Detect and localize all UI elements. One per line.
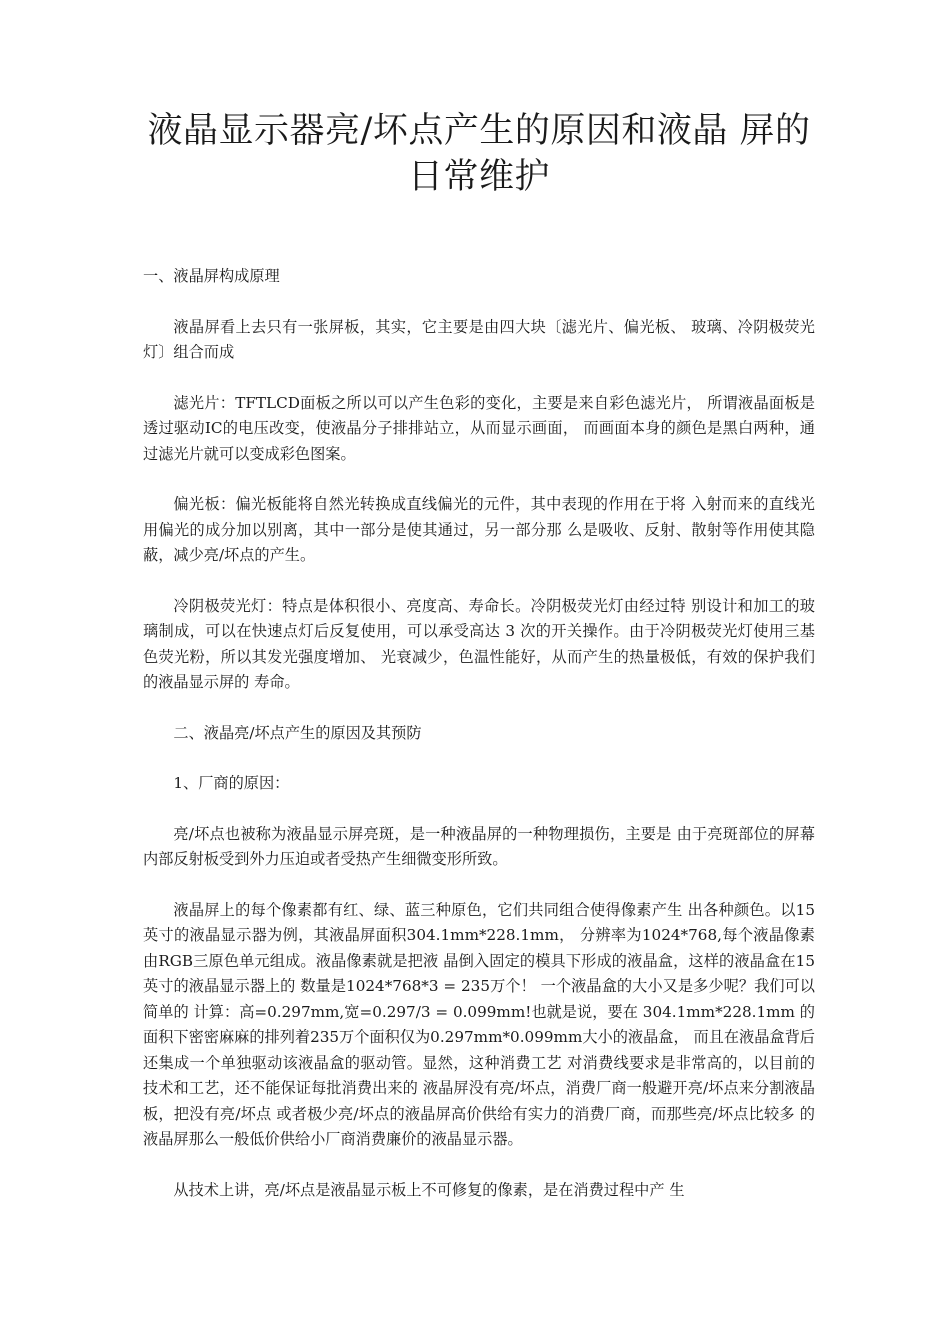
- section-heading-1: 一、液晶屏构成原理: [143, 267, 280, 285]
- document-title: 液晶显示器亮/坏点产生的原因和液晶 屏的日常维护: [147, 111, 811, 197]
- paragraph-filter: 滤光片：TFTLCD面板之所以可以产生色彩的变化，主要是来自彩色滤光片， 所谓液晶面板是透过驱动IC的电压改变，使液晶分子排排站立，从而显示画面， 而画面本身的颜色是黑白两种，通过滤光片就可以变成彩色图案。: [143, 393, 815, 463]
- document-page: [143, 108, 815, 1228]
- paragraph-pixel-explanation: 液晶屏上的每个像素都有红、绿、蓝三种原色，它们共同组合使得像素产生 出各种颜色。以15英寸的液晶显示器为例，其液晶屏面积304.1mm*228.1mm， 分辨率为1024*768,每个液晶像素由RGB三原色单元组成。液晶像素就是把液 晶倒入固定的模具下形成的液晶盒，这样的液晶盒在15英寸的液晶显示器上的 数量是1024*768*3 = 235万个！ 一个液晶盒的大小又是多少呢？我们可以简单的 计算：高=0.297mm,宽=0.297/3 = 0.099mm!也就是说，要在 304.1mm*228.1mm 的面积下密密麻麻的排列着235万个面积仅为0.297mm*0.099mm大小的液晶盒， 而且在液晶盒背后还集成一个单独驱动该液晶盒的驱动管。显然，这种消费工艺 对消费线要求是非常高的，以目前的技术和工艺，还不能保证每批消费出来的 液晶屏没有亮/坏点，消费厂商一般避开亮/坏点来分割液晶板，把没有亮/坏点 或者极少亮/坏点的液晶屏高价供给有实力的消费厂商，而那些亮/坏点比较多 的液晶屏那么一般低价供给小厂商消费廉价的液晶显示器。: [143, 900, 815, 1148]
- paragraph-technical: 从技术上讲，亮/坏点是液晶显示板上不可修复的像素，是在消费过程中产 生: [173, 1180, 685, 1199]
- subsection-heading-1: 1、厂商的原因：: [173, 774, 290, 792]
- paragraph-ccfl: 冷阴极荧光灯：特点是体积很小、亮度高、寿命长。冷阴极荧光灯由经过特 别设计和加工的玻璃制成，可以在快速点灯后反复使用，可以承受高达 3 次的开关操作。由于冷阴极荧光灯使用三基色荧光粉，所以其发光强度增加、 光衰减少，色温性能好，从而产生的热量极低，有效的保护我们的液晶显示屏的 寿命。: [143, 596, 815, 691]
- paragraph-polarizer: 偏光板：偏光板能将自然光转换成直线偏光的元件，其中表现的作用在于将 入射而来的直线光用偏光的成分加以别离，其中一部分是使其通过，另一部分那 么是吸收、反射、散射等作用使其隐蔽，减少亮/坏点的产生。: [143, 495, 815, 564]
- paragraph-intro: 液晶屏看上去只有一张屏板，其实，它主要是由四大块〔滤光片、偏光板、 玻璃、冷阴极荧光灯〕组合而成: [143, 317, 815, 361]
- paragraph-defect-definition: 亮/坏点也被称为液晶显示屏亮斑，是一种液晶屏的一种物理损伤，主要是 由于亮斑部位的屏幕内部反射板受到外力压迫或者受热产生细微变形所致。: [143, 824, 815, 868]
- section-heading-2: 二、液晶亮/坏点产生的原因及其预防: [173, 723, 422, 742]
